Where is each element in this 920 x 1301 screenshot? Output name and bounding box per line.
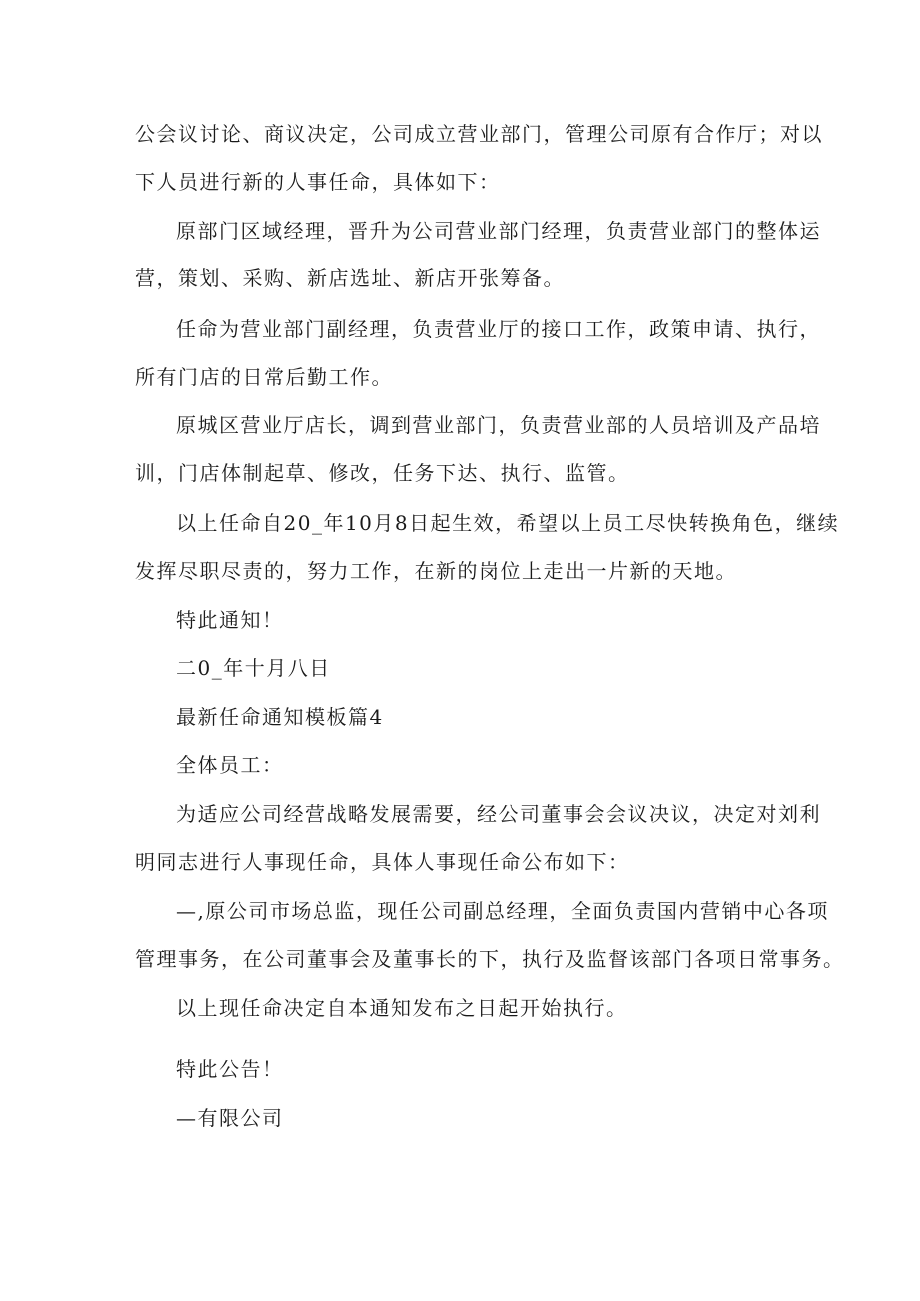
paragraph-8: 以上现任命决定自本通知发布之日起开始执行。 bbox=[176, 996, 628, 1020]
paragraph-7-line-1: —,原公司市场总监，现任公司副总经理，全面负责国内营销中心各项 bbox=[176, 899, 829, 923]
notice-date: 二0_年十月八日 bbox=[176, 656, 331, 680]
paragraph-4-line-2: 训，门店体制起草、修改，任务下达、执行、监管。 bbox=[135, 461, 630, 485]
section-title: 最新任命通知模板篇4 bbox=[176, 705, 384, 729]
notice-closing: 特此通知！ bbox=[176, 608, 284, 632]
paragraph-2-line-2: 营，策划、采购、新店选址、新店开张筹备。 bbox=[135, 266, 565, 290]
company-signature: —有限公司 bbox=[176, 1106, 284, 1130]
paragraph-1-line-1: 公会议讨论、商议决定，公司成立营业部门，管理公司原有合作厅；对以 bbox=[135, 122, 823, 146]
paragraph-5-line-1: 以上任命自20_年10月8日起生效，希望以上员工尽快转换角色，继续 bbox=[176, 511, 840, 535]
paragraph-1-line-2: 下人员进行新的人事任命，具体如下： bbox=[135, 170, 501, 194]
salutation: 全体员工： bbox=[176, 753, 284, 777]
paragraph-3-line-2: 所有门店的日常后勤工作。 bbox=[135, 365, 393, 389]
paragraph-6-line-2: 明同志进行人事现任命，具体人事现任命公布如下： bbox=[135, 850, 630, 874]
paragraph-3-line-1: 任命为营业部门副经理，负责营业厅的接口工作，政策申请、执行， bbox=[176, 317, 821, 341]
paragraph-7-line-2: 管理事务，在公司董事会及董事长的下，执行及监督该部门各项日常事务。 bbox=[135, 947, 845, 971]
paragraph-2-line-1: 原部门区域经理，晋升为公司营业部门经理，负责营业部门的整体运 bbox=[176, 219, 821, 243]
announcement-closing: 特此公告！ bbox=[176, 1057, 284, 1081]
paragraph-4-line-1: 原城区营业厅店长，调到营业部门，负责营业部的人员培训及产品培 bbox=[176, 413, 821, 437]
paragraph-5-line-2: 发挥尽职尽责的，努力工作，在新的岗位上走出一片新的天地。 bbox=[135, 559, 737, 583]
paragraph-6-line-1: 为适应公司经营战略发展需要，经公司董事会会议决议，决定对刘利 bbox=[176, 802, 821, 826]
